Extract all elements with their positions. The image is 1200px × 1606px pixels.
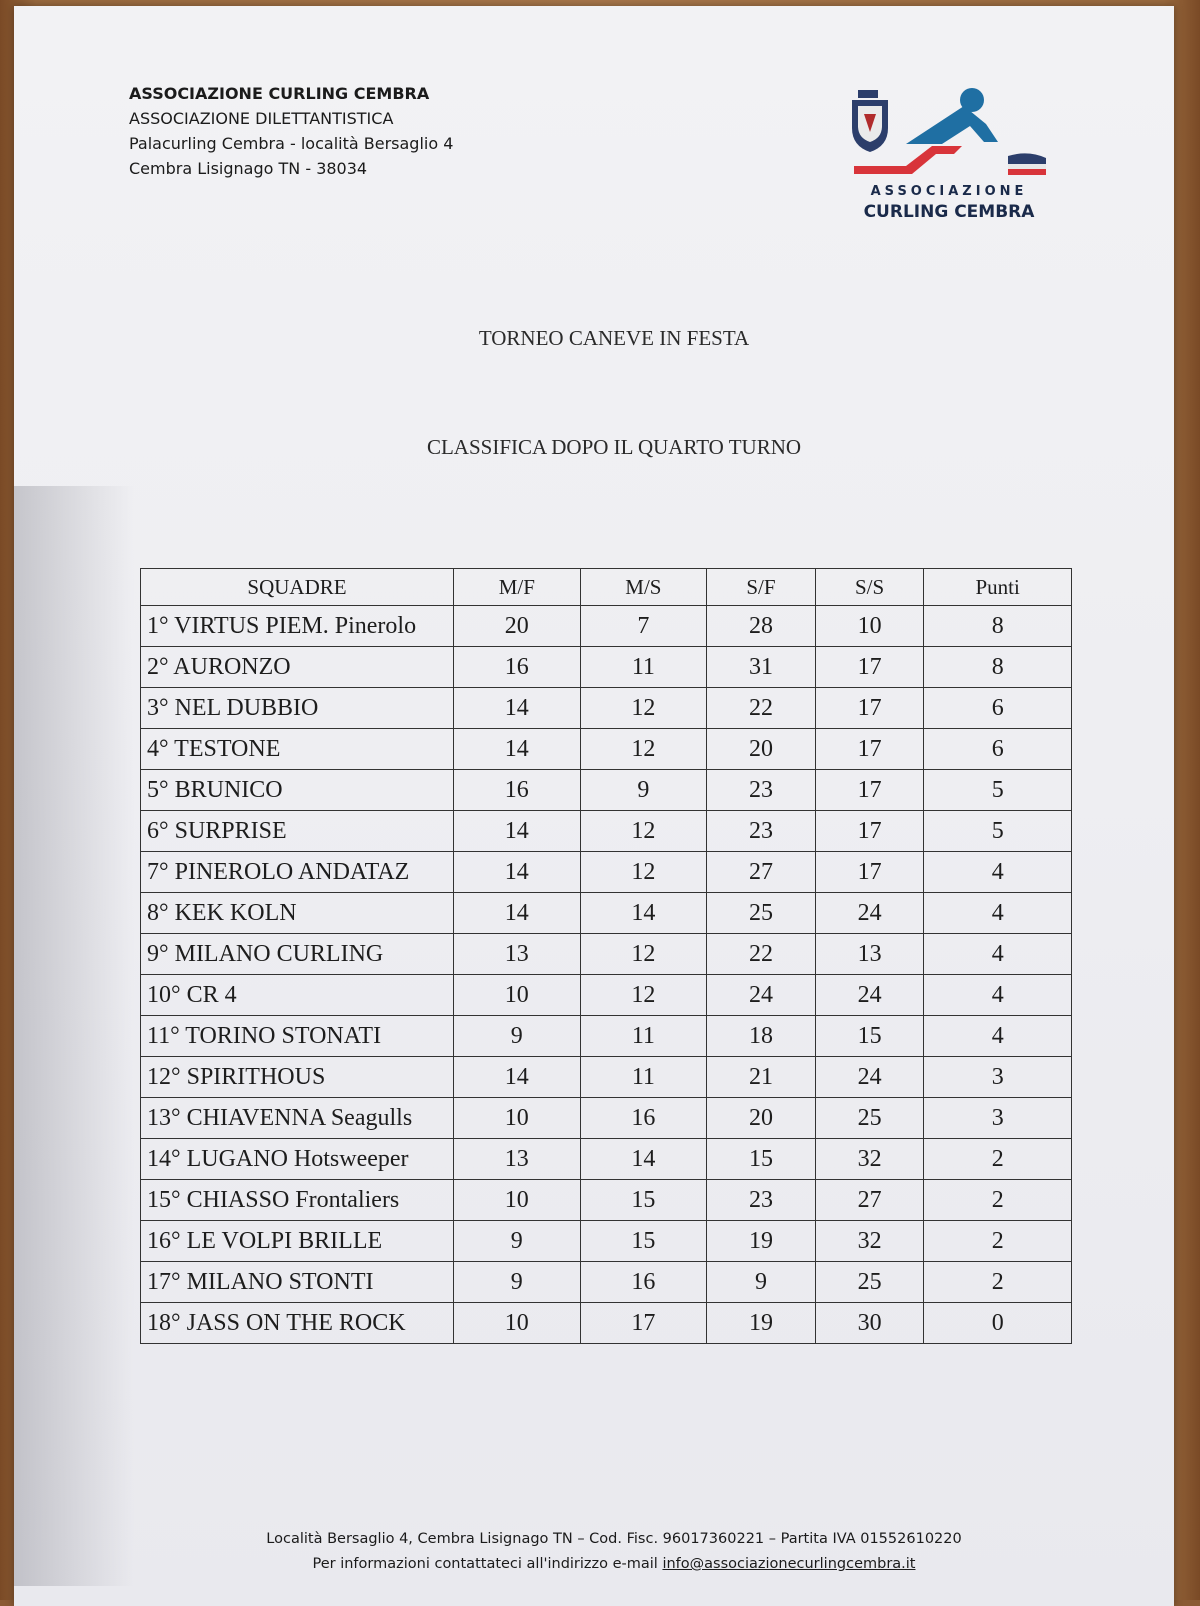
stat-cell: 24 — [815, 975, 924, 1016]
table-row — [141, 647, 1072, 688]
team-cell: 15° CHIASSO Frontaliers — [141, 1180, 454, 1221]
table-row — [141, 770, 1072, 811]
stat-cell: 11 — [580, 1016, 707, 1057]
coat-of-arms-icon — [852, 90, 888, 152]
tournament-title: TORNEO CANEVE IN FESTA — [478, 326, 750, 350]
table-row — [141, 975, 1072, 1016]
stat-cell: 3 — [924, 1098, 1072, 1139]
stat-cell: 20 — [707, 729, 816, 770]
header-matches-won: M/F — [454, 569, 581, 606]
stat-cell: 12 — [580, 729, 707, 770]
stat-cell: 24 — [707, 975, 816, 1016]
stat-cell: 27 — [707, 852, 816, 893]
standings-subtitle: CLASSIFICA DOPO IL QUARTO TURNO — [426, 435, 802, 459]
stat-cell: 5 — [924, 811, 1072, 852]
header-ends-lost: S/S — [815, 569, 924, 606]
stat-cell: 4 — [924, 893, 1072, 934]
org-header — [129, 84, 453, 184]
team-cell: 3° NEL DUBBIO — [141, 688, 454, 729]
stat-cell: 12 — [580, 934, 707, 975]
stat-cell: 14 — [454, 811, 581, 852]
table-header-row — [141, 569, 1072, 606]
stat-cell: 6 — [924, 688, 1072, 729]
stat-cell: 25 — [707, 893, 816, 934]
stat-cell: 12 — [580, 688, 707, 729]
team-cell: 4° TESTONE — [141, 729, 454, 770]
stat-cell: 17 — [815, 811, 924, 852]
footer-address: Località Bersaglio 4, Cembra Lisignago TN – Cod. Fisc. 96017360221 – Partita IVA 01552610220 — [266, 1531, 962, 1547]
stat-cell: 14 — [580, 893, 707, 934]
stat-cell: 20 — [707, 1098, 816, 1139]
stat-cell: 9 — [454, 1016, 581, 1057]
stat-cell: 9 — [707, 1262, 816, 1303]
stat-cell: 2 — [924, 1221, 1072, 1262]
hand-shadow — [14, 486, 134, 1586]
table-row — [141, 606, 1072, 647]
stat-cell: 16 — [454, 647, 581, 688]
stat-cell: 19 — [707, 1303, 816, 1344]
stat-cell: 30 — [815, 1303, 924, 1344]
stat-cell: 5 — [924, 770, 1072, 811]
table-row — [141, 1057, 1072, 1098]
stat-cell: 15 — [580, 1180, 707, 1221]
standings-table — [140, 568, 1072, 1344]
team-cell: 13° CHIAVENNA Seagulls — [141, 1098, 454, 1139]
stat-cell: 14 — [454, 688, 581, 729]
stat-cell: 22 — [707, 934, 816, 975]
stat-cell: 32 — [815, 1139, 924, 1180]
stat-cell: 8 — [924, 647, 1072, 688]
stat-cell: 4 — [924, 975, 1072, 1016]
table-row — [141, 893, 1072, 934]
stat-cell: 32 — [815, 1221, 924, 1262]
logo-text-line1: ASSOCIAZIONE — [870, 184, 1028, 199]
stat-cell: 22 — [707, 688, 816, 729]
stat-cell: 4 — [924, 1016, 1072, 1057]
stat-cell: 0 — [924, 1303, 1072, 1344]
stat-cell: 16 — [580, 1098, 707, 1139]
team-cell: 5° BRUNICO — [141, 770, 454, 811]
org-type: ASSOCIAZIONE DILETTANTISTICA — [129, 109, 394, 128]
stat-cell: 2 — [924, 1262, 1072, 1303]
table-row — [141, 811, 1072, 852]
team-cell: 10° CR 4 — [141, 975, 454, 1016]
stat-cell: 4 — [924, 934, 1072, 975]
stat-cell: 25 — [815, 1262, 924, 1303]
stat-cell: 14 — [454, 852, 581, 893]
team-cell: 2° AURONZO — [141, 647, 454, 688]
stat-cell: 13 — [815, 934, 924, 975]
table-row — [141, 1262, 1072, 1303]
table-row — [141, 1098, 1072, 1139]
stat-cell: 14 — [454, 729, 581, 770]
stat-cell: 10 — [815, 606, 924, 647]
stat-cell: 19 — [707, 1221, 816, 1262]
stat-cell: 25 — [815, 1098, 924, 1139]
table-row — [141, 934, 1072, 975]
header-teams: SQUADRE — [141, 569, 454, 606]
stat-cell: 12 — [580, 852, 707, 893]
stat-cell: 17 — [815, 770, 924, 811]
stat-cell: 21 — [707, 1057, 816, 1098]
stat-cell: 10 — [454, 1303, 581, 1344]
stat-cell: 13 — [454, 934, 581, 975]
stat-cell: 17 — [815, 688, 924, 729]
org-venue: Palacurling Cembra - località Bersaglio 4 — [129, 134, 454, 153]
stat-cell: 16 — [580, 1262, 707, 1303]
table-row — [141, 1303, 1072, 1344]
team-cell: 14° LUGANO Hotsweeper — [141, 1139, 454, 1180]
stat-cell: 18 — [707, 1016, 816, 1057]
stat-cell: 8 — [924, 606, 1072, 647]
header-matches-lost: M/S — [580, 569, 707, 606]
stat-cell: 24 — [815, 1057, 924, 1098]
stat-cell: 12 — [580, 975, 707, 1016]
stat-cell: 15 — [707, 1139, 816, 1180]
team-cell: 7° PINEROLO ANDATAZ — [141, 852, 454, 893]
team-cell: 8° KEK KOLN — [141, 893, 454, 934]
team-cell: 1° VIRTUS PIEM. Pinerolo — [141, 606, 454, 647]
stat-cell: 10 — [454, 1180, 581, 1221]
team-cell: 12° SPIRITHOUS — [141, 1057, 454, 1098]
document-sheet — [14, 6, 1174, 1606]
org-city: Cembra Lisignago TN - 38034 — [129, 159, 368, 178]
stat-cell: 9 — [454, 1262, 581, 1303]
table-row — [141, 852, 1072, 893]
stat-cell: 14 — [580, 1139, 707, 1180]
stat-cell: 13 — [454, 1139, 581, 1180]
stat-cell: 17 — [815, 647, 924, 688]
stat-cell: 20 — [454, 606, 581, 647]
table-row — [141, 729, 1072, 770]
stat-cell: 2 — [924, 1180, 1072, 1221]
header-points: Punti — [924, 569, 1072, 606]
logo-text-line2: CURLING CEMBRA — [863, 202, 1035, 222]
stat-cell: 15 — [815, 1016, 924, 1057]
stat-cell: 27 — [815, 1180, 924, 1221]
stat-cell: 17 — [580, 1303, 707, 1344]
stat-cell: 10 — [454, 1098, 581, 1139]
table-row — [141, 688, 1072, 729]
stat-cell: 23 — [707, 811, 816, 852]
stat-cell: 10 — [454, 975, 581, 1016]
stat-cell: 7 — [580, 606, 707, 647]
team-cell: 11° TORINO STONATI — [141, 1016, 454, 1057]
team-cell: 16° LE VOLPI BRILLE — [141, 1221, 454, 1262]
stat-cell: 28 — [707, 606, 816, 647]
stat-cell: 4 — [924, 852, 1072, 893]
stat-cell: 31 — [707, 647, 816, 688]
team-cell: 17° MILANO STONTI — [141, 1262, 454, 1303]
header-ends-won: S/F — [707, 569, 816, 606]
stat-cell: 23 — [707, 770, 816, 811]
stat-cell: 3 — [924, 1057, 1072, 1098]
team-cell: 9° MILANO CURLING — [141, 934, 454, 975]
stat-cell: 14 — [454, 893, 581, 934]
footer-contact — [14, 1556, 1200, 1572]
stat-cell: 17 — [815, 729, 924, 770]
footer-contact-text: Per informazioni contattateci all'indirizzo e-mail — [312, 1556, 663, 1572]
table-row — [141, 1221, 1072, 1262]
stat-cell: 16 — [454, 770, 581, 811]
stat-cell: 17 — [815, 852, 924, 893]
team-cell: 6° SURPRISE — [141, 811, 454, 852]
table-row — [141, 1180, 1072, 1221]
curler-body-icon — [906, 106, 998, 144]
stat-cell: 23 — [707, 1180, 816, 1221]
stat-cell: 11 — [580, 647, 707, 688]
stat-cell: 12 — [580, 811, 707, 852]
stat-cell: 2 — [924, 1139, 1072, 1180]
stat-cell: 24 — [815, 893, 924, 934]
org-name: ASSOCIAZIONE CURLING CEMBRA — [129, 84, 430, 103]
stat-cell: 9 — [580, 770, 707, 811]
stat-cell: 14 — [454, 1057, 581, 1098]
footer-email-link[interactable]: info@associazionecurlingcembra.it — [662, 1556, 916, 1572]
team-cell: 18° JASS ON THE ROCK — [141, 1303, 454, 1344]
stat-cell: 9 — [454, 1221, 581, 1262]
stat-cell: 6 — [924, 729, 1072, 770]
stat-cell: 15 — [580, 1221, 707, 1262]
table-row — [141, 1139, 1072, 1180]
table-row — [141, 1016, 1072, 1057]
stat-cell: 11 — [580, 1057, 707, 1098]
